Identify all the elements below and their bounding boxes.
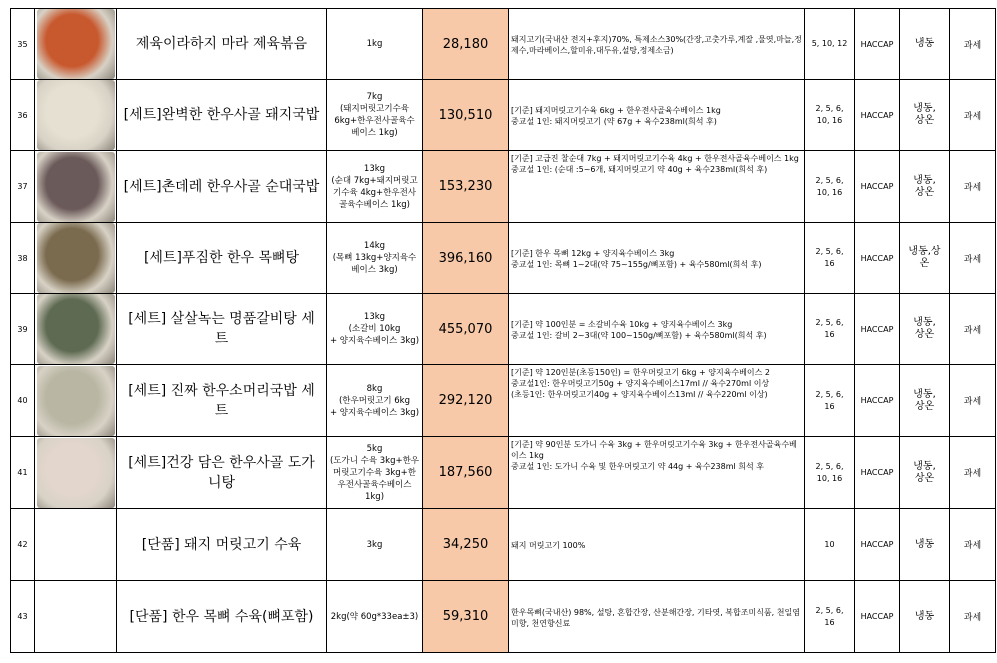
storage-type: 냉동, 상온 [900, 365, 950, 437]
product-description: 한우목뼈(국내산) 98%, 설탕, 혼합간장, 산분해간장, 기타엿, 복합조미식품, 천일염미향, 천연향신료 [509, 581, 805, 653]
product-weight: 7kg (돼지머릿고기수육 6kg+한우전사골육수 베이스 1kg) [327, 80, 423, 151]
product-weight: 13kg (순대 7kg+돼지머릿고기수육 4kg+한우전사골육수베이스 1kg) [327, 151, 423, 223]
product-image-cell [35, 223, 117, 294]
table-row [11, 581, 996, 653]
row-number: 40 [11, 365, 35, 437]
certification: HACCAP [855, 581, 900, 653]
shipping-days: 5, 10, 12 [805, 9, 855, 80]
product-price: 34,250 [423, 509, 509, 581]
certification: HACCAP [855, 80, 900, 151]
storage-type: 냉동 [900, 9, 950, 80]
product-description: [기준] 돼지머릿고기수육 6kg + 한우전사골육수베이스 1kg 중교설 1인: 돼지머릿고기 (약 67g + 육수238ml(희석 후) [509, 80, 805, 151]
dogani-tang-photo [37, 438, 115, 508]
product-description: 돼지 머릿고기 100% [509, 509, 805, 581]
shipping-days: 2, 5, 6, 16 [805, 223, 855, 294]
product-weight: 14kg (목뼈 13kg+양지육수베이스 3kg) [327, 223, 423, 294]
shipping-days: 2, 5, 6, 10, 16 [805, 80, 855, 151]
certification: HACCAP [855, 294, 900, 365]
product-price: 396,160 [423, 223, 509, 294]
shipping-days: 2, 5, 6, 10, 16 [805, 151, 855, 223]
storage-type: 냉동,상 온 [900, 223, 950, 294]
storage-type: 냉동, 상온 [900, 80, 950, 151]
shipping-days: 2, 5, 6, 16 [805, 581, 855, 653]
row-number: 36 [11, 80, 35, 151]
product-name: [세트]촌데레 한우사골 순대국밥 [117, 151, 327, 223]
product-image-cell [35, 9, 117, 80]
tax-status: 과세 [950, 9, 996, 80]
product-image-cell [35, 581, 117, 653]
tax-status: 과세 [950, 151, 996, 223]
product-name: 제육이라하지 마라 제육볶음 [117, 9, 327, 80]
table-row [11, 509, 996, 581]
product-price: 292,120 [423, 365, 509, 437]
certification: HACCAP [855, 223, 900, 294]
tax-status: 과세 [950, 437, 996, 509]
product-description: [기준] 약 90인분 도가니 수육 3kg + 한우머릿고기수육 3kg + 한우전사골육수베이스 1kg 중교설 1인: 도가니 수육 및 한우머릿고기 약 44g + 육수238ml 희석 후 [509, 437, 805, 509]
product-price: 28,180 [423, 9, 509, 80]
tax-status: 과세 [950, 509, 996, 581]
product-weight: 1kg [327, 9, 423, 80]
product-name: [세트]건강 담은 한우사골 도가니탕 [117, 437, 327, 509]
product-description: [기준] 약 100인분 = 소갈비수육 10kg + 양지육수베이스 3kg 중교설 1인: 갈비 2~3대(약 100~150g/뼈포함) + 육수580ml(희석 후) [509, 294, 805, 365]
product-price: 59,310 [423, 581, 509, 653]
product-weight: 2kg(약 60g*33ea±3) [327, 581, 423, 653]
beef-neckbone-soup-photo [37, 223, 115, 293]
product-description: 돼지고기(국내산 전지+후지)70%, 특제소스30%(간장,고춧가루,계잘 ,물엿,마늘,정제수,마라베이스,할미유,대두유,설탕,정제소금) [509, 9, 805, 80]
beef-head-soup-photo [37, 366, 115, 436]
shipping-days: 10 [805, 509, 855, 581]
storage-type: 냉동, 상온 [900, 437, 950, 509]
row-number: 43 [11, 581, 35, 653]
shipping-days: 2, 5, 6, 16 [805, 365, 855, 437]
storage-type: 냉동, 상온 [900, 151, 950, 223]
table-row [11, 294, 996, 365]
jeyuk-bokkeum-photo [37, 9, 115, 79]
product-name: [세트]푸짐한 한우 목뼈탕 [117, 223, 327, 294]
storage-type: 냉동, 상온 [900, 294, 950, 365]
table-row [11, 223, 996, 294]
pork-gukbap-photo [37, 80, 115, 150]
product-name: [세트]완벽한 한우사골 돼지국밥 [117, 80, 327, 151]
product-weight: 3kg [327, 509, 423, 581]
product-table [10, 8, 996, 653]
table-row [11, 437, 996, 509]
row-number: 41 [11, 437, 35, 509]
table-row [11, 365, 996, 437]
galbitang-photo [37, 294, 115, 364]
tax-status: 과세 [950, 294, 996, 365]
product-image-cell [35, 509, 117, 581]
storage-type: 냉동 [900, 581, 950, 653]
product-weight: 13kg (소갈비 10kg + 양지육수베이스 3kg) [327, 294, 423, 365]
product-name: [단품] 돼지 머릿고기 수육 [117, 509, 327, 581]
product-weight: 5kg (도가니 수육 3kg+한우머릿고기수육 3kg+한우전사골육수베이스 1kg) [327, 437, 423, 509]
product-image-cell [35, 437, 117, 509]
row-number: 37 [11, 151, 35, 223]
storage-type: 냉동 [900, 509, 950, 581]
certification: HACCAP [855, 9, 900, 80]
product-weight: 8kg (한우머릿고기 6kg + 양지육수베이스 3kg) [327, 365, 423, 437]
product-description: [기준] 고급진 찰순대 7kg + 돼지머릿고기수육 4kg + 한우전사골육수베이스 1kg 중교설 1인: (순대 :5~6개, 돼지머릿고기 약 40g + 육수238ml(희석 후) [509, 151, 805, 223]
product-image-cell [35, 294, 117, 365]
certification: HACCAP [855, 509, 900, 581]
table-row [11, 9, 996, 80]
tax-status: 과세 [950, 365, 996, 437]
row-number: 35 [11, 9, 35, 80]
product-name: [단품] 한우 목뼈 수육(뼈포함) [117, 581, 327, 653]
tax-status: 과세 [950, 581, 996, 653]
product-price: 187,560 [423, 437, 509, 509]
certification: HACCAP [855, 365, 900, 437]
product-image-cell [35, 151, 117, 223]
tax-status: 과세 [950, 223, 996, 294]
product-name: [세트] 진짜 한우소머리국밥 세트 [117, 365, 327, 437]
shipping-days: 2, 5, 6, 16 [805, 294, 855, 365]
product-price: 130,510 [423, 80, 509, 151]
product-price: 153,230 [423, 151, 509, 223]
row-number: 38 [11, 223, 35, 294]
row-number: 39 [11, 294, 35, 365]
product-table-sheet [10, 8, 995, 658]
product-price: 455,070 [423, 294, 509, 365]
product-description: [기준] 한우 목뼈 12kg + 양지육수베이스 3kg 중교설 1인: 목뼈 1~2대(약 75~155g/뼈포함) + 육수580ml(희석 후) [509, 223, 805, 294]
certification: HACCAP [855, 151, 900, 223]
sundae-gukbap-photo [37, 152, 115, 222]
table-row [11, 80, 996, 151]
row-number: 42 [11, 509, 35, 581]
shipping-days: 2, 5, 6, 10, 16 [805, 437, 855, 509]
product-image-cell [35, 365, 117, 437]
tax-status: 과세 [950, 80, 996, 151]
product-name: [세트] 살살녹는 명품갈비탕 세트 [117, 294, 327, 365]
table-row [11, 151, 996, 223]
product-description: [기준] 약 120인분(초등150인) = 한우머릿고기 6kg + 양지육수베이스 2 중교설1인: 한우머릿고기50g + 양지육수베이스17ml // 육수270ml 이상 (초등1인: 한우머릿고기40g + 양지육수베이스13ml // 육수220ml 이상) [509, 365, 805, 437]
certification: HACCAP [855, 437, 900, 509]
product-image-cell [35, 80, 117, 151]
